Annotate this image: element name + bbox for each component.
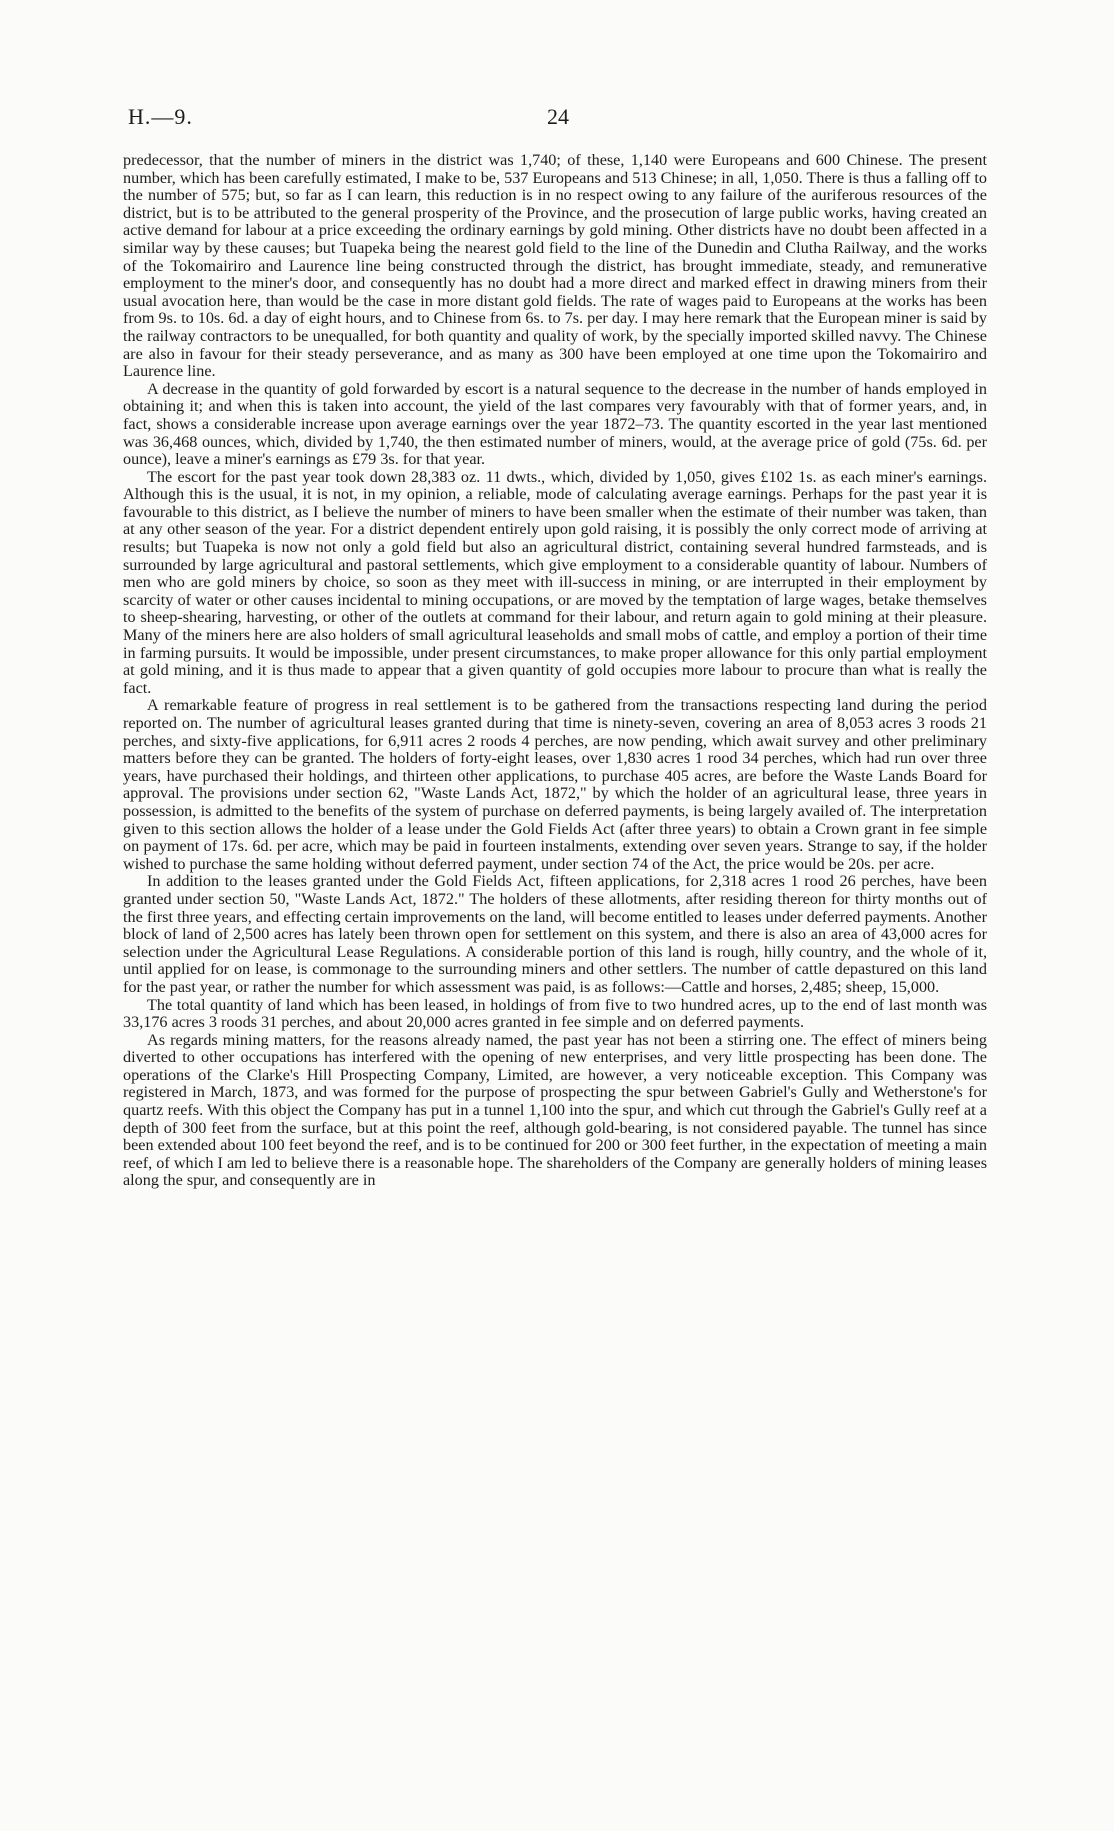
paragraph-miners-count: predecessor, that the number of miners in the district was 1,740; of these, 1,140 were Europeans and 600 Chinese. The present number, which has been carefully estimated, I make to be, 537 Europeans and 513 Chinese; in all, 1,050. There is thus a falling off to the number of 575; but, so far as I can learn, this reduction is in no respect owing to any failure of the auriferous resources of the district, but is to be attributed to the general prosperity of the Province, and the prosecution of large public works, having created an active demand for labour at a price exceeding the ordinary earnings by gold mining. Other districts have no doubt been affected in a similar way by these causes; but Tuapeka being the nearest gold field to the line of the Dunedin and Clutha Railway, and the works of the Tokomairiro and Laurence line being constructed through the district, has brought immediate, steady, and remunerative employment to the miner's door, and consequently has no doubt had a more direct and marked effect in drawing miners from their usual avocation here, than would be the case in more distant gold fields. The rate of wages paid to Europeans at the works has been from 9s. to 10s. 6d. a day of eight hours, and to Chinese from 6s. to 7s. per day. I may here remark that the European miner is said by the railway contractors to be unequalled, for both quantity and quality of work, by the specially imported skilled navvy. The Chinese are also in favour for their steady perseverance, and as many as 300 have been employed at one time upon the Tokomairiro and Laurence line. — [123, 151, 987, 381]
report-body — [123, 152, 987, 1190]
document-reference: H.—9. — [128, 104, 193, 129]
paragraph-mining-matters: As regards mining matters, for the reasons already named, the past year has not been a stirring one. The effect of miners being diverted to other occupations has interfered with the opening of new enterprises, and very little prospecting has been done. The operations of the Clarke's Hill Prospecting Company, Limited, are however, a very noticeable exception. This Company was registered in March, 1873, and was formed for the purpose of prospecting the spur between Gabriel's Gully and Wetherstone's for quartz reefs. With this object the Company has put in a tunnel 1,100 into the spur, and which cut through the Gabriel's Gully reef at a depth of 300 feet from the surface, but at this point the reef, although gold-bearing, is not considered payable. The tunnel has since been extended about 100 feet beyond the reef, and is to be continued for 200 or 300 feet further, in the expectation of meeting a main reef, of which I am led to believe there is a reasonable hope. The shareholders of the Company are generally holders of mining leases along the spur, and consequently are in — [123, 1030, 987, 1190]
page-header — [128, 104, 988, 134]
paragraph-waste-lands-act: In addition to the leases granted under the Gold Fields Act, fifteen applications, for 2,318 acres 1 rood 26 perches, have been granted under section 50, "Waste Lands Act, 1872." The holders of these allotments, after residing thereon for thirty months out of the first three years, and effecting certain improvements on the land, will become entitled to leases under deferred payments. Another block of land of 2,500 acres has lately been thrown open for settlement on this system, and there is also an area of 43,000 acres for selection under the Agricultural Lease Regulations. A considerable portion of this land is rough, hilly country, and the whole of it, until applied for on lease, is commonage to the surrounding miners and other settlers. The number of cattle depastured on this land for the past year, or rather the number for which assessment was paid, is as follows:—Cattle and horses, 2,485; sheep, 15,000. — [123, 872, 987, 996]
paragraph-total-land-leased: The total quantity of land which has been leased, in holdings of from five to two hundred acres, up to the end of last month was 33,176 acres 3 roods 31 perches, and about 20,000 acres granted in fee simple and on deferred payments. — [123, 995, 987, 1032]
paragraph-land-settlement: A remarkable feature of progress in real settlement is to be gathered from the transactions respecting land during the period reported on. The number of agricultural leases granted during that time is ninety-seven, covering an area of 8,053 acres 3 roods 21 perches, and sixty-five applications, for 6,911 acres 2 roods 4 perches, are now pending, which await survey and other preliminary matters before they can be granted. The holders of forty-eight leases, over 1,830 acres 1 rood 34 perches, which had run over three years, have purchased their holdings, and thirteen other applications, to purchase 405 acres, are before the Waste Lands Board for approval. The provisions under section 62, "Waste Lands Act, 1872," by which the holder of an agricultural lease, three years in possession, is admitted to the benefits of the system of purchase on deferred payments, is being largely availed of. The interpretation given to this section allows the holder of a lease under the Gold Fields Act (after three years) to obtain a Crown grant in fee simple on payment of 17s. 6d. per acre, which may be paid in fourteen instalments, extending over seven years. Strange to say, if the holder wished to purchase the same holding without deferred payment, under section 74 of the Act, the price would be 20s. per acre. — [123, 696, 987, 873]
paragraph-gold-escort: A decrease in the quantity of gold forwarded by escort is a natural sequence to the decrease in the number of hands employed in obtaining it; and when this is taken into account, the yield of the last compares very favourably with that of former years, and, in fact, shows a considerable increase upon average earnings over the year 1872–73. The quantity escorted in the year last mentioned was 36,468 ounces, which, divided by 1,740, the then estimated number of miners, would, at the average price of gold (75s. 6d. per ounce), leave a miner's earnings as £79 3s. for that year. — [123, 379, 987, 469]
paragraph-past-year-escort: The escort for the past year took down 28,383 oz. 11 dwts., which, divided by 1,050, gives £102 1s. as each miner's earnings. Although this is the usual, it is not, in my opinion, a reliable, mode of calculating average earnings. Perhaps for the past year it is favourable to this district, as I believe the number of miners to have been smaller when the estimate of their number was taken, than at any other season of the year. For a district dependent entirely upon gold raising, it is possibly the only correct mode of arriving at results; but Tuapeka is now not only a gold field but also an agricultural district, containing several hundred farmsteads, and is surrounded by large agricultural and pastoral settlements, which give employment to a considerable quantity of labour. Numbers of men who are gold miners by choice, so soon as they meet with ill-success in mining, or are interrupted in their employment by scarcity of water or other causes incidental to mining occupations, or are moved by the temptation of large wages, betake themselves to sheep-shearing, harvesting, or other of the outlets at command for their labour, and return again to gold mining at their pleasure. Many of the miners here are also holders of small agricultural leaseholds and small mobs of cattle, and employ a portion of their time in farming pursuits. It would be impossible, under present circumstances, to make proper allowance for this only partial employment at gold mining, and it is thus made to appear that a given quantity of gold occupies more labour to procure than what is really the fact. — [123, 467, 987, 697]
page-number: 24 — [547, 104, 569, 129]
